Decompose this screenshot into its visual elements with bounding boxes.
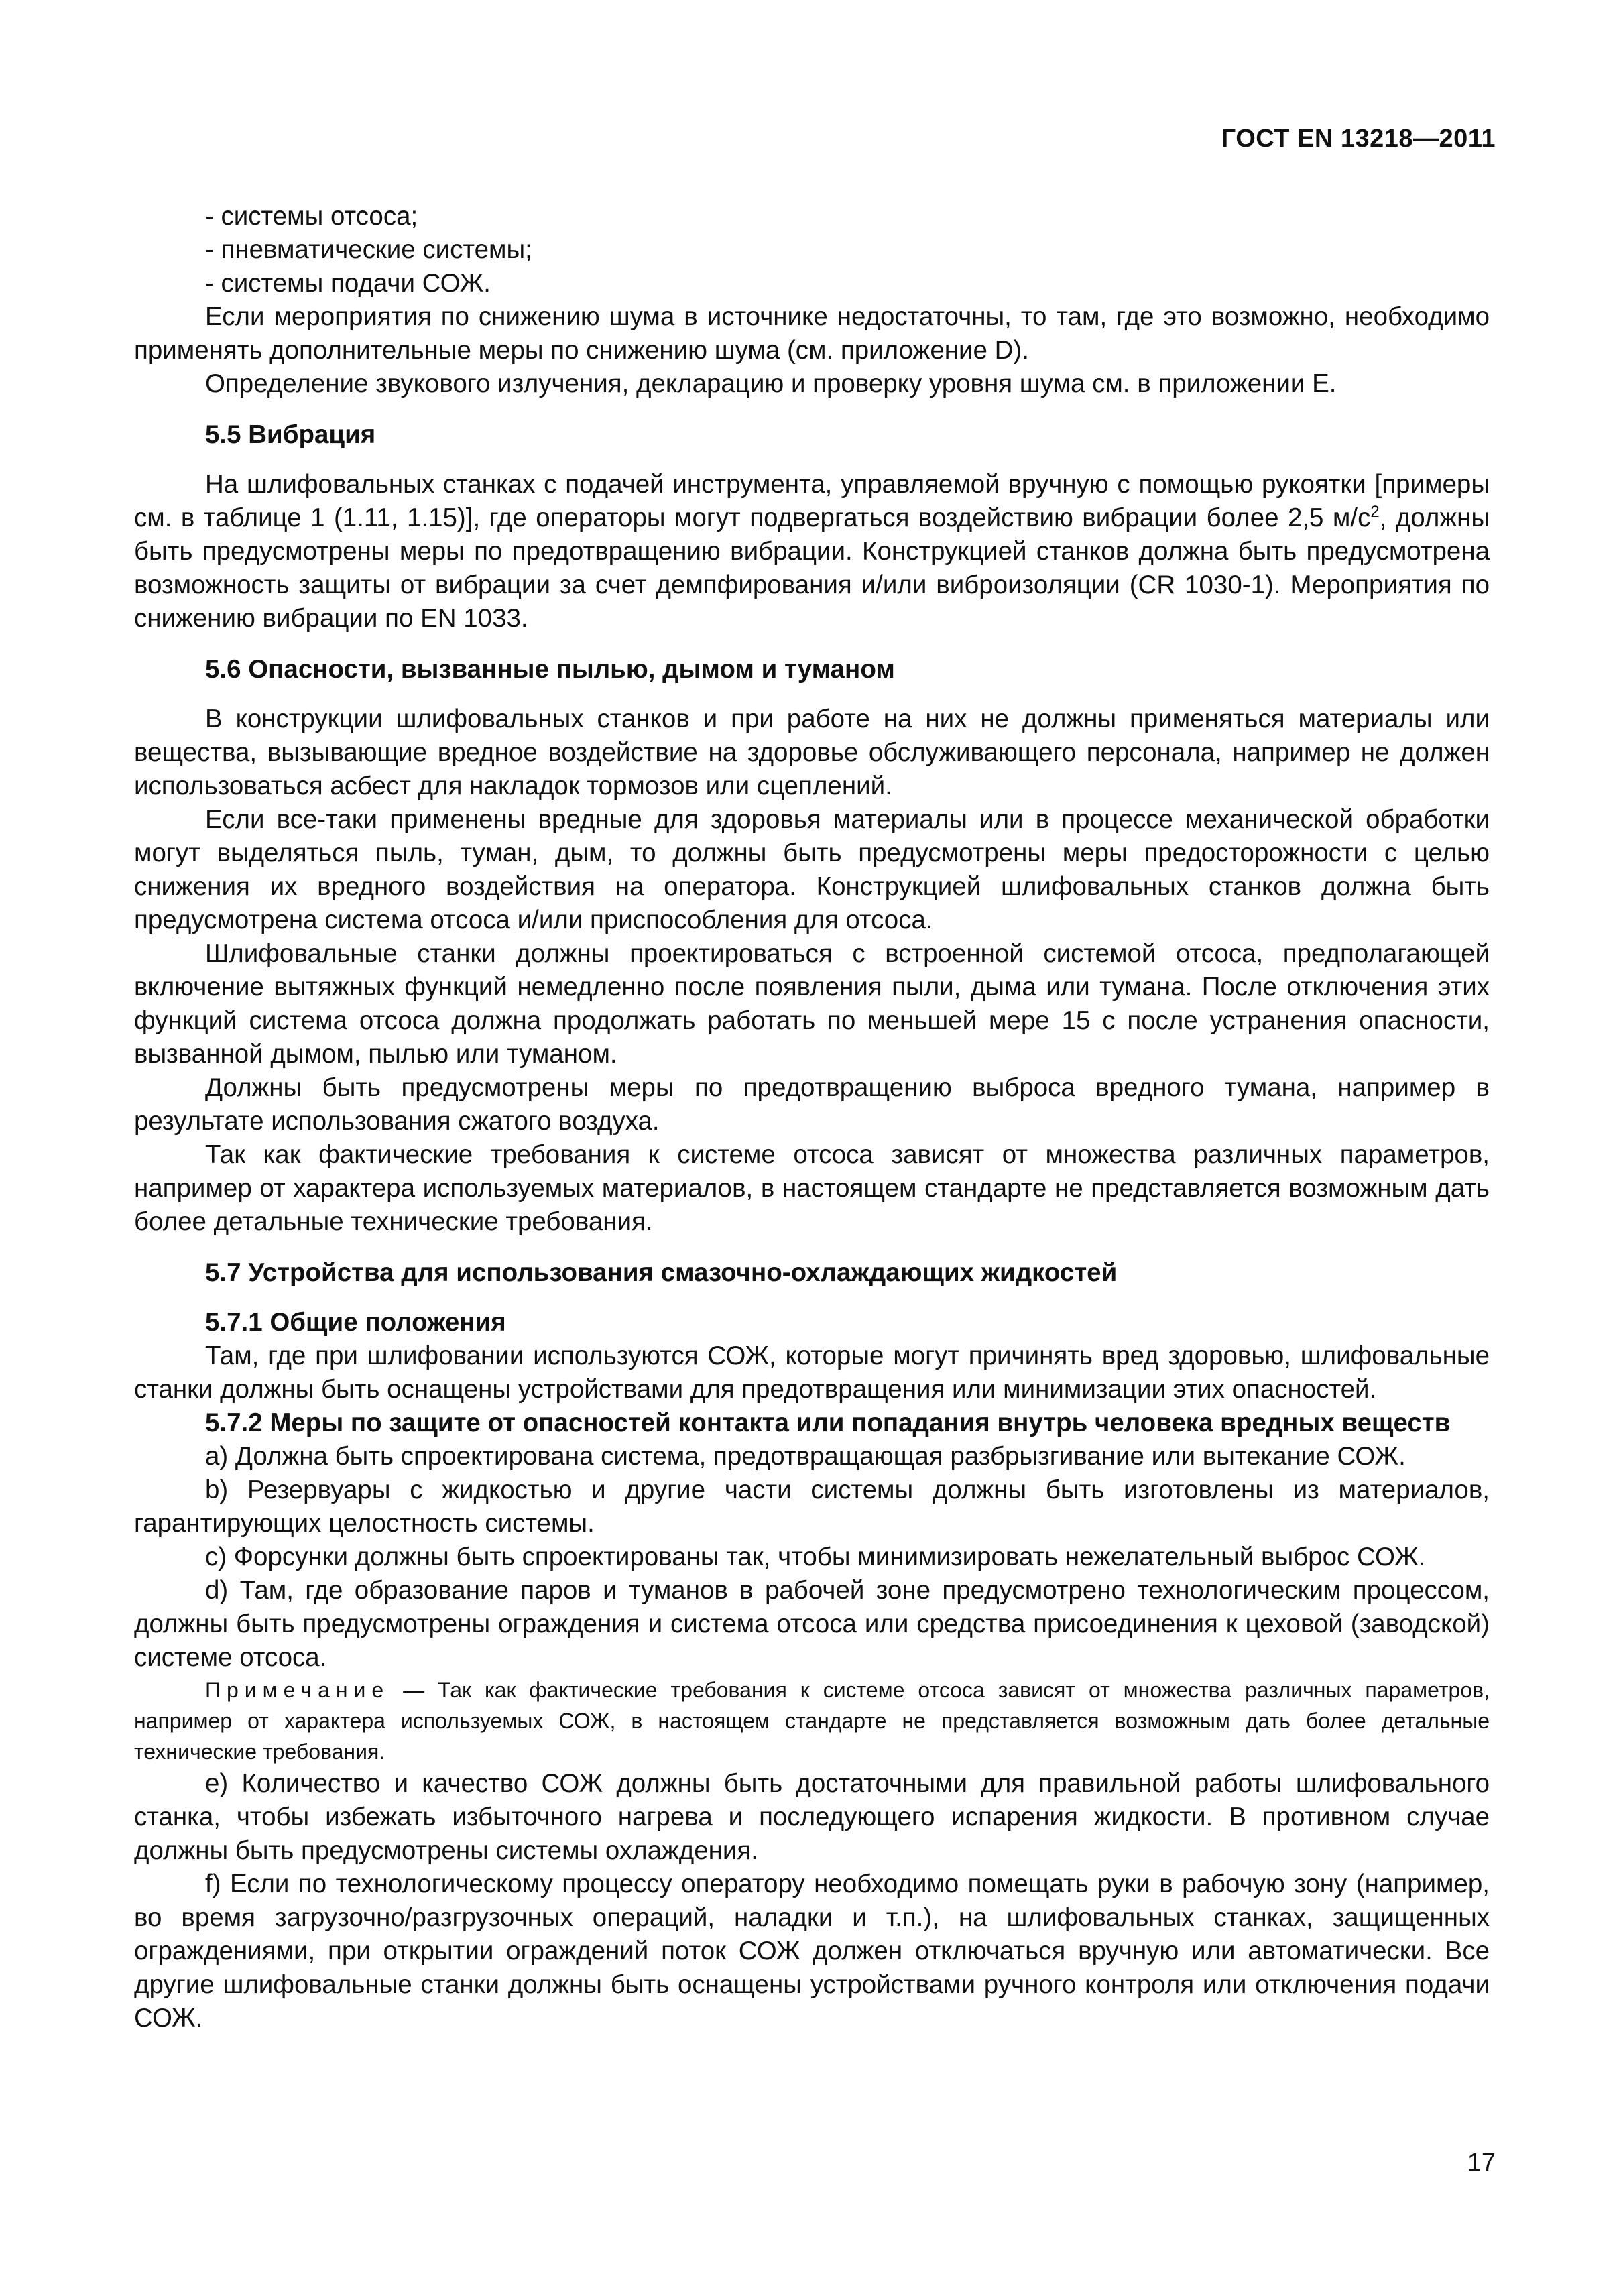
paragraph-text: На шлифовальных станках с подачей инструмента, управляемой вручную с помощью рукоятки [примеры см. в таблице 1 (1.11, 1.15)], где операторы могут подвергаться воздействию вибрации более 2,5 м/с: [134, 470, 1490, 532]
list-item: - системы отсоса;: [205, 202, 418, 231]
section-heading-5-6: 5.6 Опасности, вызванные пылью, дымом и туманом: [205, 655, 895, 684]
section-heading-5-7: 5.7 Устройства для использования смазочно-охлаждающих жидкостей: [205, 1258, 1118, 1287]
paragraph: Там, где при шлифовании используются СОЖ, которые могут причинять вред здоровью, шлифовальные станки должны быть оснащены устройствами для предотвращения или минимизации этих опасностей.: [134, 1341, 1490, 1404]
subsection-heading-5-7-1: 5.7.1 Общие положения: [205, 1308, 506, 1337]
list-item: d) Там, где образование паров и туманов в рабочей зоне предусмотрено технологическим процессом, должны быть предусмотрены ограждения и система отсоса или средства присоединения к цеховой (заводской) системе отсоса.: [134, 1576, 1490, 1672]
list-item: с) Форсунки должны быть спроектированы так, чтобы минимизировать нежелательный выброс СОЖ.: [205, 1543, 1426, 1571]
note: [134, 1675, 1490, 1767]
paragraph: Если все-таки применены вредные для здоровья материалы или в процессе механической обработки могут выделяться пыль, туман, дым, то должны быть предусмотрены меры предосторожности с целью снижения их вредного воздействия на оператора. Конструкцией шлифовальных станков должна быть предусмотрена система отсоса и/или приспособления для отсоса.: [134, 805, 1490, 934]
note-label: Примечание: [205, 1678, 390, 1702]
list-item: а) Должна быть спроектирована система, предотвращающая разбрызгивание или вытекание СОЖ.: [205, 1442, 1406, 1471]
page-number: 17: [1467, 2149, 1496, 2177]
paragraph: Так как фактические требования к системе отсоса зависят от множества различных параметров, например от характера используемых материалов, в настоящем стандарте не представляется возможным дать более детальные технические требования.: [134, 1140, 1490, 1236]
list-item: е) Количество и качество СОЖ должны быть достаточными для правильной работы шлифовального станка, чтобы избежать избыточного нагрева и последующего испарения жидкости. В противном случае должны быть предусмотрены системы охлаждения.: [134, 1769, 1490, 1865]
document-code-header: ГОСТ EN 13218—2011: [1221, 125, 1496, 153]
subsection-heading-5-7-2: 5.7.2 Меры по защите от опасностей контакта или попадания внутрь человека вредных веществ: [205, 1408, 1451, 1437]
superscript: 2: [1370, 503, 1380, 521]
section-heading-5-5: 5.5 Вибрация: [205, 420, 376, 449]
paragraph: Определение звукового излучения, декларацию и проверку уровня шума см. в приложении Е.: [205, 369, 1337, 398]
note-text: — Так как фактические требования к системе отсоса зависят от множества различных параметров, например от характера используемых СОЖ, в настоящем стандарте не представляется возможным дать более детальные технические требования.: [134, 1678, 1490, 1764]
list-item: - системы подачи СОЖ.: [205, 269, 491, 298]
paragraph: Должны быть предусмотрены меры по предотвращению выброса вредного тумана, например в результате использования сжатого воздуха.: [134, 1073, 1490, 1136]
paragraph: В конструкции шлифовальных станков и при работе на них не должны применяться материалы или вещества, вызывающие вредное воздействие на здоровье обслуживающего персонала, например не должен использоваться асбест для накладок тормозов или сцеплений.: [134, 705, 1490, 800]
paragraph-text: , должны быть предусмотрены меры по предотвращению вибрации. Конструкцией станков должна быть предусмотрена возможность защиты от вибрации за счет демпфирования и/или виброизоляции (CR 1030-1). Мероприятия по снижению вибрации по EN 1033.: [134, 503, 1490, 633]
list-item: f) Если по технологическому процессу оператору необходимо помещать руки в рабочую зону (например, во время загрузочно/разгрузочных операций, наладки и т.п.), на шлифовальных станках, защищенных ограждениями, при открытии ограждений поток СОЖ должен отключаться вручную или автоматически. Все другие шлифовальные станки должны быть оснащены устройствами ручного контроля или отключения подачи СОЖ.: [134, 1870, 1490, 2033]
paragraph-vibration: [134, 468, 1490, 636]
paragraph: Если мероприятия по снижению шума в источнике недостаточны, то там, где это возможно, необходимо применять дополнительные меры по снижению шума (см. приложение D).: [134, 302, 1490, 365]
list-item: b) Резервуары с жидкостью и другие части системы должны быть изготовлены из материалов, гарантирующих целостность системы.: [134, 1475, 1490, 1538]
paragraph: Шлифовальные станки должны проектироваться с встроенной системой отсоса, предполагающей включение вытяжных функций немедленно после появления пыли, дыма или тумана. После отключения этих функций система отсоса должна продолжать работать по меньшей мере 15 с после устранения опасности, вызванной дымом, пылью или туманом.: [134, 939, 1490, 1069]
document-body: [134, 200, 1490, 2035]
list-item: - пневматические системы;: [205, 235, 532, 264]
